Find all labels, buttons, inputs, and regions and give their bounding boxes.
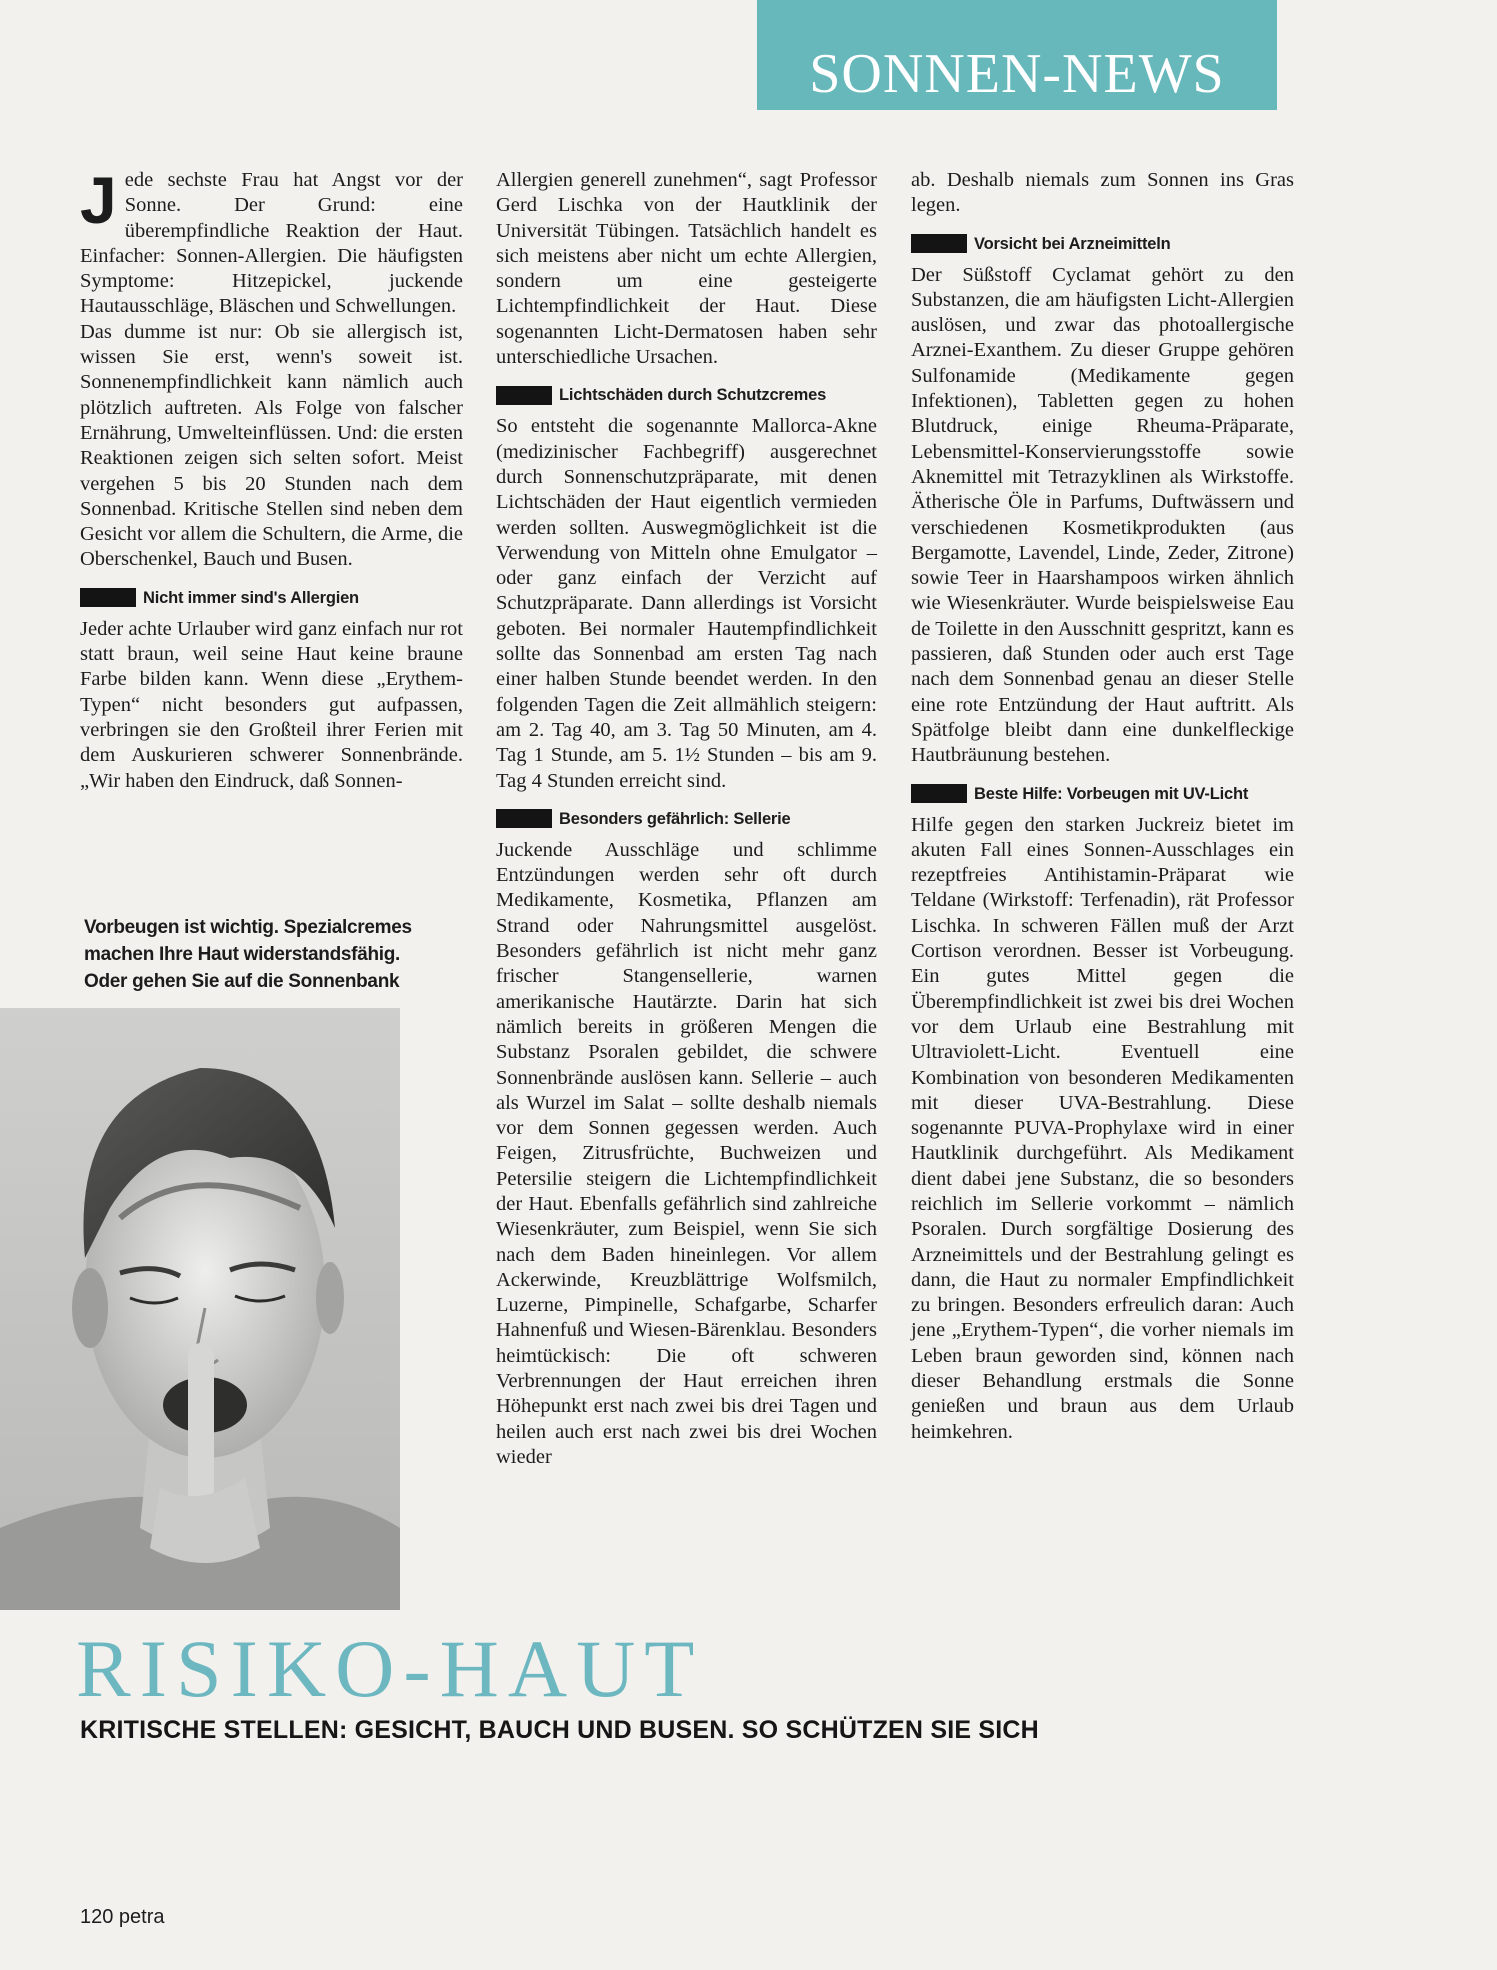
article-column-2 <box>496 168 877 1470</box>
body-paragraph: Der Süßstoff Cyclamat gehört zu den Substanzen, die am häufigsten Licht-Allergien auslösen, und zwar das photoallergische Arznei-Exanthem. Zu dieser Gruppe gehören Sulfonamide (Medikamente gegen Infektionen), Tabletten gegen zu hohen Blutdruck, einige Rheuma-Präparate, Lebensmittel-Konservierungsstoffe sowie Aknemittel mit Tetrazyklinen als Wirkstoffe. Ätherische Öle in Parfums, Duftwässern und verschiedenen Kosmetikprodukten (aus Bergamotte, Lavendel, Linde, Zeder, Zitrone) sowie Teer in Haarshampoos wirken ähnlich wie Wiesenkräuter. Wurde beispielsweise Eau de Toilette in den Ausschnitt gespritzt, kann es passieren, daß Stunden oder auch erst Tage nach dem Sonnenbad genau an dieser Stelle eine rote Entzündung der Haut auftritt. Als Spätfolge bleibt dann eine dunkelfleckige Hautbräunung bestehen. <box>911 263 1294 767</box>
intro-paragraph: Jede sechste Frau hat Angst vor der Sonne. Der Grund: eine überempfindliche Reaktion der Haut. Einfacher: Sonnen-Allergien. Die häufigsten Symptome: Hitzepickel, juckende Hautausschläge, Bläschen und Schwellungen. <box>80 163 463 318</box>
body-paragraph: Hilfe gegen den starken Juckreiz bietet im akuten Fall eines Sonnen-Ausschlages ein rezeptfreies Antihistamin-Präparat wie Teldane (Wirkstoff: Terfenadin), rät Professor Lischka. In schweren Fällen muß der Arzt Cortison verordnen. Besser ist Vorbeugung. Ein gutes Mittel gegen die Überempfindlichkeit ist zwei bis drei Wochen vor dem Urlaub eine Bestrahlung mit Ultraviolett-Licht. Eventuell eine Kombination von besonderen Medikamenten mit dieser UVA-Bestrahlung. Diese sogenannte PUVA-Prophylaxe wird in einer Hautklinik durchgeführt. Als Medikament dient dabei jene Substanz, die so besonders reichlich im Sellerie vorkommt – nämlich Psoralen. Durch sorgfältige Dosierung des Arzneimittels und der Bestrahlung gelingt es dann, die Haut zu normaler Empfindlichkeit zu bringen. Besonders erfreulich daran: Auch jene „Erythem-Typen“, die vorher niemals im Leben braun geworden sind, können nach dieser Behandlung erstmals die Sonne genießen und braun aus dem Urlaub heimkehren. <box>911 813 1294 1443</box>
section-banner-label: SONNEN-NEWS <box>809 43 1225 105</box>
article-column-1 <box>80 163 463 794</box>
subheading: Vorsicht bei Arzneimitteln <box>911 233 1294 255</box>
body-paragraph: Allergien generell zunehmen“, sagt Professor Gerd Lischka von der Hautklinik der Universität Tübingen. Tatsächlich handelt es sich meistens aber nicht um echte Allergien, sondern um eine gesteigerte Lichtempfindlichkeit der Haut. Diese sogenannten Licht-Dermatosen haben sehr unterschiedliche Ursachen. <box>496 169 877 369</box>
subheading-bar <box>911 234 967 253</box>
subheading: Nicht immer sind's Allergien <box>80 587 463 609</box>
body-paragraph: Jeder achte Urlauber wird ganz einfach nur rot statt braun, weil seine Haut keine braune Farbe bilden kann. Wenn diese „Erythem-Typen“ nicht besonders gut aufpassen, verbringen sie den Großteil ihrer Ferien mit dem Auskurieren schwerer Sonnenbrände. „Wir haben den Eindruck, daß Sonnen- <box>80 617 463 792</box>
subheading: Lichtschäden durch Schutzcremes <box>496 384 877 406</box>
section-banner <box>757 0 1277 110</box>
subheading: Besonders gefährlich: Sellerie <box>496 808 877 830</box>
body-paragraph: So entsteht die sogenannte Mallorca-Akne (medizinischer Fachbegriff) ausgerechnet durch Sonnenschutzpräparate, mit denen Lichtschäden der Haut eigentlich vermieden werden sollten. Auswegmöglichkeit ist die Verwendung von Mitteln ohne Emulgator – oder ganz einfach der Verzicht auf Schutzpräparate. Dann allerdings ist Vorsicht geboten. Bei normaler Hautempfindlichkeit sollte das Sonnenbad am ersten Tag nach einer halben Stunde beendet werden. In den folgenden Tagen die Zeit allmählich steigern: am 2. Tag 40, am 3. Tag 50 Minuten, am 4. Tag 1 Stunde, am 5. 1½ Stunden – bis am 9. Tag 4 Stunden erreicht sind. <box>496 415 877 792</box>
body-paragraph: Das dumme ist nur: Ob sie allergisch ist, wissen Sie erst, wenn's soweit ist. Sonnenempfindlichkeit kann nämlich auch plötzlich auftreten. Als Folge von falscher Ernährung, Umwelteinflüssen. Und: die ersten Reaktionen zeigen sich selten sofort. Meist vergehen 5 bis 20 Stunden nach dem Sonnenbad. Kritische Stellen sind neben dem Gesicht vor allem die Schultern, die Arme, die Oberschenkel, Bauch und Busen. <box>80 320 463 571</box>
subheading: Beste Hilfe: Vorbeugen mit UV-Licht <box>911 783 1294 805</box>
article-column-3 <box>911 168 1294 1445</box>
woman-portrait-photo <box>0 1008 400 1610</box>
subheading-bar <box>911 784 967 803</box>
article-subtitle: KRITISCHE STELLEN: GESICHT, BAUCH UND BUSEN. SO SCHÜTZEN SIE SICH <box>80 1716 1039 1744</box>
photo-caption: Vorbeugen ist wichtig. Spezialcremes machen Ihre Haut widerstandsfähig. Oder gehen Sie auf die Sonnenbank <box>84 917 412 992</box>
subheading-bar <box>80 588 136 607</box>
subheading-bar <box>496 386 552 405</box>
page-footer: 120 petra <box>80 1906 165 1928</box>
drop-cap: J <box>80 163 117 237</box>
article-title: RISIKO-HAUT <box>76 1623 704 1714</box>
body-paragraph: Juckende Ausschläge und schlimme Entzündungen werden sehr oft durch Medikamente, Kosmetika, Pflanzen am Strand oder Nahrungsmittel ausgelöst. Besonders gefährlich ist nicht mehr ganz frischer Stangensellerie, warnen amerikanische Hautärzte. Darin hat sich nämlich bereits in größeren Mengen die Substanz Psoralen gebildet, die schwere Sonnenbrände auslösen kann. Sellerie – auch als Wurzel im Salat – sollte deshalb niemals vor dem Sonnen gegessen werden. Auch Feigen, Zitrusfrüchte, Buchweizen und Petersilie steigern die Lichtempfindlichkeit der Haut. Ebenfalls gefährlich sind zahlreiche Wiesenkräuter, zum Beispiel, wenn Sie sich nach dem Baden hineinlegen. Vor allem Ackerwinde, Kreuzblättrige Wolfsmilch, Luzerne, Pimpinelle, Schafgarbe, Scharfer Hahnenfuß und Wiesen-Bärenklau. Besonders heimtückisch: Die oft schweren Verbrennungen der Haut erreichen ihren Höhepunkt erst nach zwei bis drei Tagen und heilen auch erst nach zwei bis drei Wochen wieder <box>496 838 877 1468</box>
body-paragraph: ab. Deshalb niemals zum Sonnen ins Gras legen. <box>911 169 1294 217</box>
subheading-bar <box>496 809 552 828</box>
